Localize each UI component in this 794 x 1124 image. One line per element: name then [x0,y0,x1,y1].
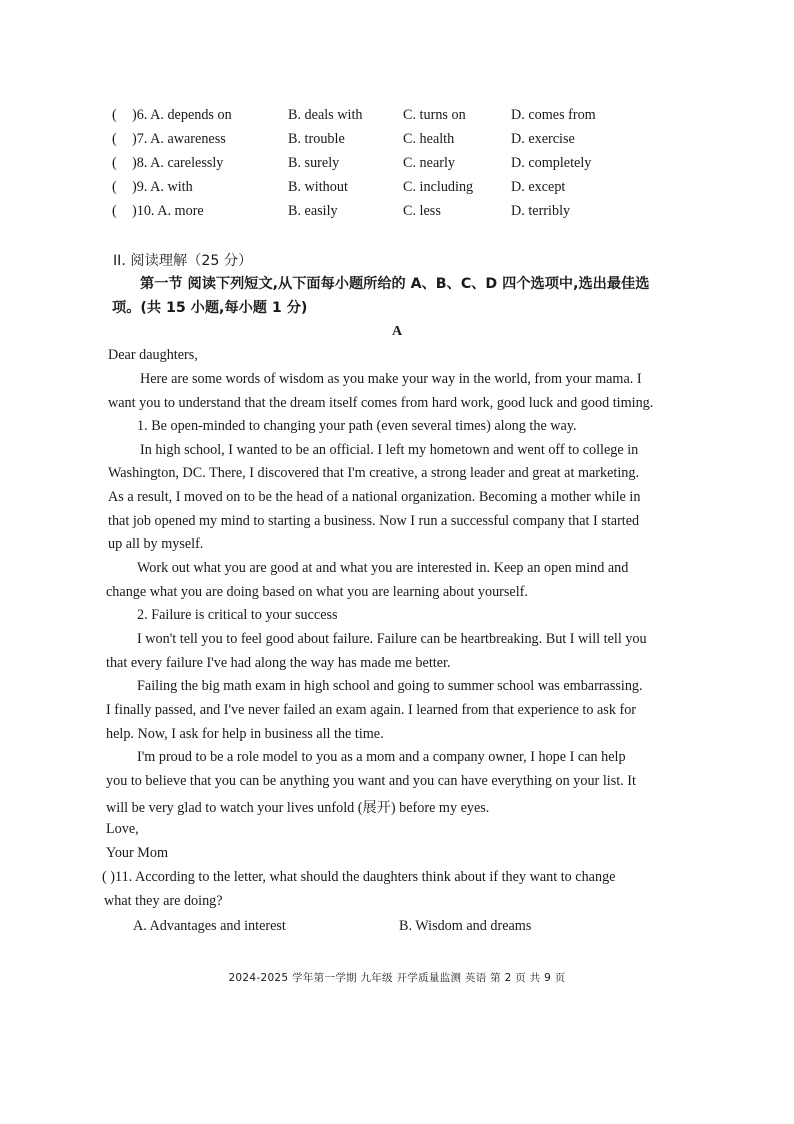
option-c: C. turns on [403,107,466,123]
question-11-option-b: B. Wisdom and dreams [399,918,532,934]
passage-line: I'm proud to be a role model to you as a mom and a company owner, I hope I can help [137,749,626,765]
passage-line: As a result, I moved on to be the head of a national organization. Becoming a mother while in [108,489,641,505]
passage-line: Here are some words of wisdom as you make your way in the world, from your mama. I [140,371,642,387]
question-11-option-a: A. Advantages and interest [133,918,286,934]
option-d: D. comes from [511,107,596,123]
option-d: D. completely [511,155,592,171]
passage-line: you to believe that you can be anything you want and you can have everything on your list. It [106,773,636,789]
option-c: C. less [403,203,441,219]
option-b: B. without [288,179,348,195]
passage-line: up all by myself. [108,536,204,552]
passage-line: that job opened my mind to starting a business. Now I run a successful company that I started [108,513,640,529]
answer-paren: ( [112,179,117,195]
option-row-9 [112,179,672,199]
option-row-6 [112,107,672,127]
option-c: C. including [403,179,474,195]
signature: Your Mom [106,845,169,861]
section-instructions [112,272,657,320]
passage-line: that every failure I've had along the way has made me better. [106,655,451,671]
option-d: D. terribly [511,203,571,219]
passage-line: I won't tell you to feel good about failure. Failure can be heartbreaking. But I will tell you [137,631,647,647]
passage-line: In high school, I wanted to be an official. I left my hometown and went off to college in [140,442,639,458]
option-a: )6. A. depends on [132,107,232,123]
answer-paren: ( [112,203,117,219]
passage-line: Failing the big math exam in high school and going to summer school was embarrassing. [137,678,643,694]
passage-line: I finally passed, and I've never failed an exam again. I learned from that experience to ask for [106,702,637,718]
closing: Love, [106,821,139,837]
option-b: B. easily [288,203,338,219]
point-heading-2: 2. Failure is critical to your success [137,607,338,623]
option-d: D. except [511,179,566,195]
option-b: B. trouble [288,131,345,147]
page-footer: 2024-2025 学年第一学期 九年级 开学质量监测 英语 第 2 页 共 9 页 [228,972,566,984]
passage-line: Washington, DC. There, I discovered that I'm creative, a strong leader and great at marketing. [108,465,640,481]
option-a: )10. A. more [132,203,204,219]
option-a: )7. A. awareness [132,131,226,147]
answer-paren: ( [112,107,117,123]
option-row-10 [112,203,672,223]
answer-paren: ( [112,131,117,147]
option-d: D. exercise [511,131,575,147]
option-row-7 [112,131,672,151]
answer-paren: ( [112,155,117,171]
instructions-line-1: 第一节 阅读下列短文,从下面每小题所给的 A、B、C、D 四个选项中,选出最佳选 [140,276,650,292]
option-c: C. health [403,131,455,147]
option-a: )8. A. carelessly [132,155,224,171]
option-b: B. surely [288,155,340,171]
instructions-line-2: 项。(共 15 小题,每小题 1 分) [112,300,308,316]
question-11-stem-cont: what they are doing? [104,893,223,909]
passage-label: A [391,324,403,339]
passage-line: help. Now, I ask for help in business all the time. [106,726,384,742]
question-11-stem: ( )11. According to the letter, what should the daughters think about if they want to change [102,869,616,885]
point-heading-1: 1. Be open-minded to changing your path (even several times) along the way. [137,418,577,434]
option-b: B. deals with [288,107,363,123]
passage-line: want you to understand that the dream itself comes from hard work, good luck and good timing. [108,395,654,411]
section-title: II. 阅读理解（25 分） [113,253,253,269]
passage-line: Work out what you are good at and what you are interested in. Keep an open mind and [137,560,629,576]
salutation: Dear daughters, [108,347,198,363]
option-row-8 [112,155,672,175]
passage-line: will be very glad to watch your lives unfold (展开) before my eyes. [106,800,490,816]
option-a: )9. A. with [132,179,193,195]
option-c: C. nearly [403,155,456,171]
passage-line: change what you are doing based on what you are learning about yourself. [106,584,528,600]
